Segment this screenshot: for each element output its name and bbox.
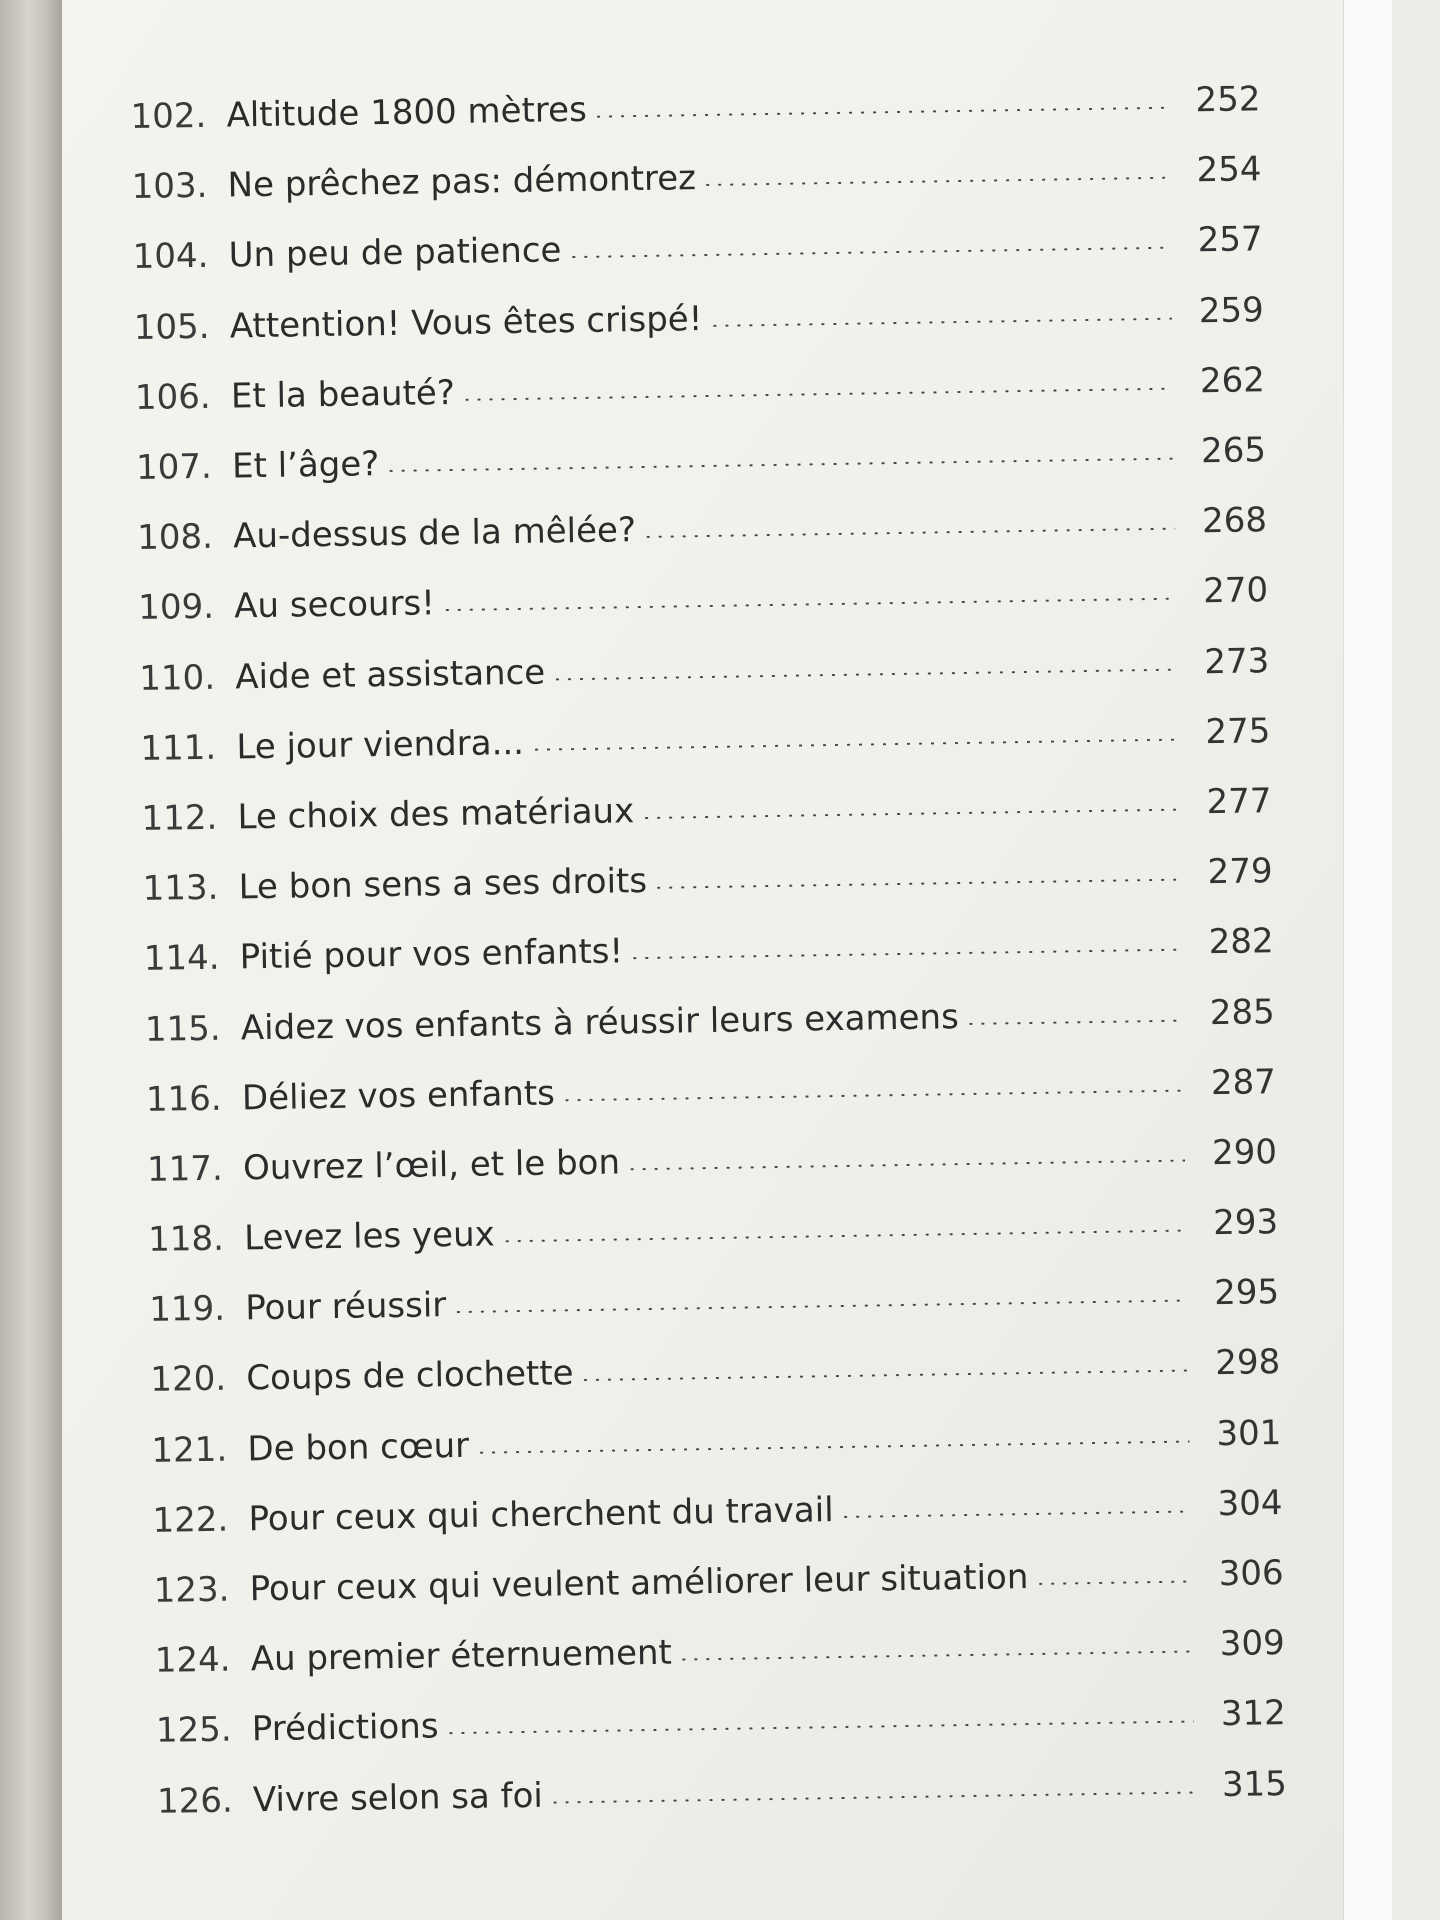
- entry-number: 114.: [143, 938, 220, 980]
- entry-page-number: 293: [1212, 1202, 1279, 1244]
- entry-title: Aide et assistance: [235, 652, 546, 698]
- dot-leader: [642, 528, 1175, 538]
- entry-page-number: 285: [1209, 991, 1276, 1033]
- entry-page-number: 268: [1201, 500, 1268, 542]
- entry-page-number: 275: [1205, 710, 1271, 752]
- entry-number: 123.: [153, 1569, 230, 1611]
- dot-leader: [567, 247, 1170, 258]
- dot-leader: [1034, 1581, 1191, 1585]
- entry-page-number: 279: [1207, 851, 1273, 893]
- entry-title: Prédictions: [251, 1706, 439, 1750]
- entry-page-number: 295: [1213, 1272, 1280, 1314]
- entry-title: Au secours!: [233, 583, 436, 627]
- entry-page-number: 287: [1210, 1061, 1277, 1103]
- entry-title: Le bon sens a ses droits: [238, 861, 648, 908]
- dot-leader: [461, 387, 1173, 400]
- entry-page-number: 282: [1208, 921, 1274, 963]
- dot-leader: [580, 1370, 1189, 1382]
- entry-title: De bon cœur: [247, 1425, 470, 1469]
- dot-leader: [678, 1651, 1193, 1661]
- entry-number: 112.: [141, 797, 218, 839]
- entry-page-number: 277: [1206, 781, 1272, 823]
- entry-number: 117.: [146, 1148, 224, 1190]
- entry-number: 119.: [148, 1288, 226, 1331]
- page-edge: [1343, 0, 1392, 1920]
- entry-title: Un peu de patience: [228, 230, 562, 276]
- entry-page-number: 315: [1221, 1763, 1288, 1805]
- entry-title: Attention! Vous êtes crispé!: [229, 298, 703, 347]
- entry-page-number: 290: [1211, 1132, 1278, 1174]
- entry-title: Vivre selon sa foi: [252, 1775, 544, 1820]
- entry-number: 122.: [152, 1499, 229, 1541]
- dot-leader: [445, 1721, 1194, 1735]
- book-gutter: [0, 0, 62, 1920]
- dot-leader: [629, 949, 1182, 960]
- entry-title: Pour réussir: [244, 1285, 447, 1329]
- dot-leader: [626, 1159, 1185, 1170]
- entry-page-number: 306: [1218, 1553, 1284, 1595]
- entry-number: 104.: [132, 236, 209, 278]
- entry-page-number: 252: [1195, 79, 1261, 121]
- entry-title: Au-dessus de la mêlée?: [232, 510, 637, 557]
- entry-number: 115.: [144, 1008, 221, 1050]
- table-of-contents: [130, 64, 1287, 1836]
- entry-page-number: 262: [1199, 360, 1266, 402]
- entry-page-number: 312: [1220, 1693, 1287, 1735]
- entry-page-number: 298: [1215, 1342, 1281, 1384]
- entry-number: 126.: [156, 1780, 234, 1822]
- dot-leader: [593, 107, 1169, 118]
- entry-title: Et la beauté?: [230, 372, 456, 417]
- dot-leader: [702, 177, 1170, 186]
- entry-title: Altitude 1800 mètres: [226, 89, 588, 136]
- entry-page-number: 254: [1196, 149, 1262, 191]
- entry-title: Le choix des matériaux: [237, 791, 635, 838]
- dot-leader: [965, 1019, 1183, 1024]
- entry-number: 118.: [147, 1218, 225, 1260]
- entry-title: Aidez vos enfants à réussir leurs examens: [240, 996, 960, 1048]
- dot-leader: [708, 317, 1171, 326]
- dot-leader: [452, 1300, 1187, 1314]
- dot-leader: [640, 809, 1179, 819]
- dot-leader: [530, 738, 1178, 750]
- dot-leader: [840, 1510, 1191, 1518]
- entry-page-number: 257: [1197, 219, 1263, 261]
- entry-title: Pour ceux qui cherchent du travail: [248, 1489, 834, 1540]
- entry-number: 105.: [133, 306, 210, 348]
- entry-page-number: 309: [1219, 1623, 1285, 1665]
- entry-title: Déliez vos enfants: [241, 1073, 556, 1119]
- entry-title: Pitié pour vos enfants!: [239, 931, 624, 978]
- entry-number: 124.: [154, 1639, 231, 1682]
- entry-title: Et l’âge?: [231, 444, 380, 487]
- entry-page-number: 273: [1204, 640, 1270, 682]
- entry-page-number: 259: [1198, 289, 1265, 331]
- entry-number: 103.: [131, 166, 208, 208]
- entry-title: Coups de clochette: [246, 1353, 574, 1399]
- entry-number: 120.: [150, 1359, 227, 1401]
- entry-title: Ouvrez l’œil, et le bon: [242, 1142, 621, 1189]
- entry-title: Pour ceux qui veulent améliorer leur situation: [249, 1557, 1029, 1610]
- entry-number: 106.: [134, 376, 211, 418]
- entry-number: 125.: [155, 1710, 232, 1752]
- entry-number: 113.: [142, 867, 219, 910]
- dot-leader: [475, 1440, 1189, 1453]
- entry-title: Levez les yeux: [243, 1214, 496, 1259]
- entry-number: 108.: [136, 516, 214, 559]
- entry-page-number: 304: [1217, 1482, 1283, 1524]
- dot-leader: [653, 879, 1181, 889]
- entry-number: 110.: [139, 657, 216, 699]
- dot-leader: [441, 598, 1176, 612]
- entry-page-number: 270: [1202, 570, 1269, 612]
- entry-number: 102.: [130, 95, 207, 138]
- entry-number: 111.: [140, 727, 217, 769]
- entry-number: 116.: [145, 1078, 222, 1120]
- entry-page-number: 265: [1200, 430, 1267, 472]
- entry-title: Ne prêchez pas: démontrez: [227, 158, 697, 206]
- dot-leader: [561, 1089, 1184, 1101]
- dot-leader: [551, 668, 1177, 680]
- entry-number: 107.: [135, 446, 213, 488]
- entry-number: 109.: [137, 587, 215, 629]
- entry-number: 121.: [151, 1429, 228, 1471]
- entry-page-number: 301: [1216, 1412, 1282, 1454]
- entry-title: Le jour viendra...: [236, 722, 525, 768]
- dot-leader: [385, 458, 1174, 472]
- dot-leader: [549, 1791, 1195, 1803]
- dot-leader: [501, 1230, 1186, 1243]
- entry-title: Au premier éternuement: [250, 1632, 673, 1680]
